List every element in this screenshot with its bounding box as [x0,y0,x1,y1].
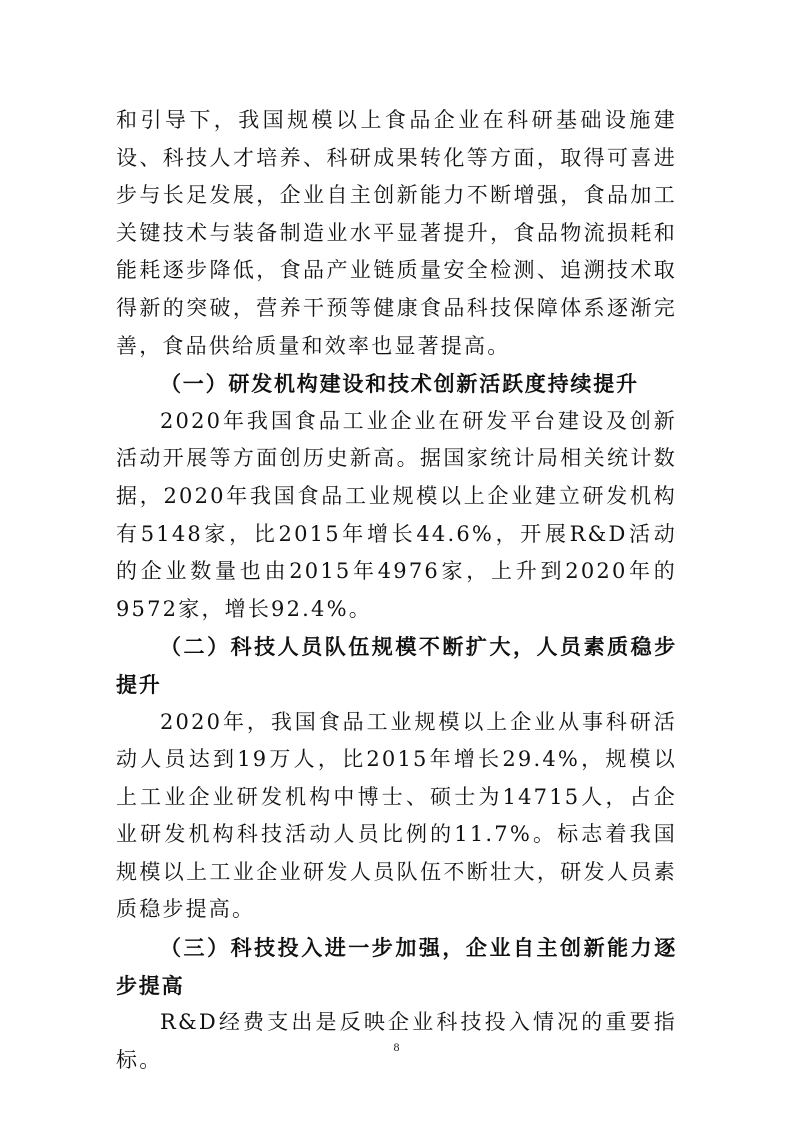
section-heading-1: （一）研发机构建设和技术创新活跃度持续提升 [160,371,639,397]
body-paragraph-intro: 和引导下，我国规模以上食品企业在科研基础设施建设、科技人才培养、科研成果转化等方面，取得可喜进步与长足发展，企业自主创新能力不断增强，食品加工关键技术与装备制造业水平显著提升，食品物流损耗和能耗逐步降低，食品产业链质量安全检测、追溯技术取得新的突破，营养干预等健康食品科技保障体系逐渐完善，食品供给质量和效率也显著提高。 [116,108,677,358]
document-page [116,102,677,1079]
section-heading-2: （二）科技人员队伍规模不断扩大，人员素质稳步提升 [116,634,677,697]
body-paragraph-rd-funding: R&D经费支出是反映企业科技投入情况的重要指标。 [116,1010,677,1072]
body-paragraph-rd-institutions: 2020年我国食品工业企业在研发平台建设及创新活动开展等方面创历史新高。据国家统计局相关统计数据，2020年我国食品工业规模以上企业建立研发机构有5148家，比2015年增长44.6%，开展R&D活动的企业数量也由2015年4976家，上升到2020年的9572家，增长92.4%。 [116,408,677,621]
section-heading-3: （三）科技投入进一步加强，企业自主创新能力逐步提高 [116,935,677,998]
body-paragraph-research-staff: 2020年，我国食品工业规模以上企业从事科研活动人员达到19万人，比2015年增长29.4%，规模以上工业企业研发机构中博士、硕士为14715人，占企业研发机构科技活动人员比例的11.7%。标志着我国规模以上工业企业研发人员队伍不断壮大，研发人员素质稳步提高。 [116,709,677,922]
page-number: 8 [393,1040,400,1054]
